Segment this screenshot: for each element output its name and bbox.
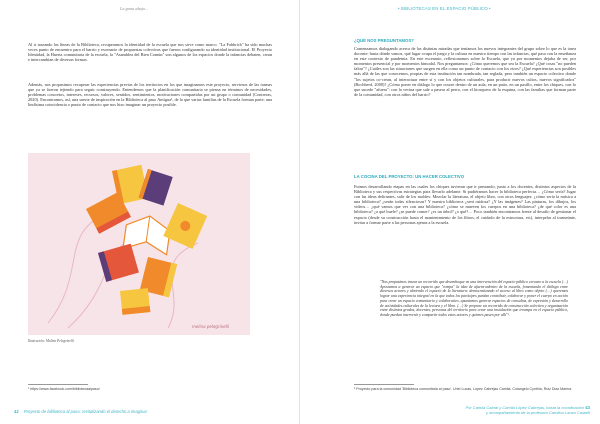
footnote-rule-left [28,384,88,385]
section-heading-kitchen: LA COCINA DEL PROYECTO: UN HACER COLECTIVO [354,174,465,179]
flying-books-drawing [28,153,250,335]
page-number-left: 42 [14,409,19,414]
section-text-questions: Comenzamos dialogando acerca de las distintas miradas que teníamos los nuevos integrantes del grupo sobre lo que es la tarea docente: hasta dónde vamos, qué lugar ocupa el juego y la cultura en nuestro tiempo con las infancias, qué pasa con la enseñanza en este contexto de pandemia. En este escenario, reflexionamos sobre la Escuela, que ya por momentos dejaba de ser, por momentos presencial y por momentos bimodal. Nos preguntamos: ¿Cómo queremos que sea la Escuela? ¿Qué cosas "no pueden faltar"? ¿Cuáles son las situaciones que surgen en ella como un punto de contacto con los otros? ¿Qué experiencias son posibles más allá de las que conocemos, propias de esta institución tan nombrada, tan reglada, pero también un espacio colectivo donde "los sujetos co-crean, al interactuar entre sí y con los objetos culturales, para producir nuevos cultos, nuevos significados" (Bochberd, 2000)? ¿Cómo poner en diálogo lo que ocurre dentro de un aula, en un patio, en un pasillo, entre los chiques, con lo que sucede "afuera": con la vecina que sale a pasear al perro, con el kiosquero de la esquina, con las familias que forman parte de la comunidad, con otros niños del barrio? [354,46,576,97]
illustration-caption: Ilustración: Melina Pelegrinelli [28,339,74,343]
running-head-left: La gesta abajo... [120,6,149,11]
running-head-right: • BIBLIOTECAS EN EL ESPACIO PÚBLICO • [398,6,491,11]
footnote-left: ¹ https://www.facebook.com/bibliotecaalpaso/ [28,387,100,391]
page-number-right: 43 [585,405,590,410]
footer-authors-line2: y acompañamiento de la profesora Carolina Lanza Castelli [486,410,590,415]
footer-right [390,405,590,415]
footer-authors-line1: Por Camila Cabral y Camila López Cabrejas, hasta la coordinación [465,405,584,410]
book-yellow-bottom [120,288,150,315]
footnote-rule-right [354,384,414,385]
illustration-signature: melina pelegrinelli [192,324,230,329]
footer-left [14,409,147,414]
illustration-flying-books [28,153,250,335]
right-page [300,0,600,424]
paragraph-1: Al ir trazando las líneas de la Biblioteca, recuperamos la identidad de la escuela que nos sirve como marco. "La Fabbrich" ha sido muchas veces punto de encuentro para el barrio y escenario de propuestas colectivas que fueron configurando su identidad institucional. El Proyecto Identidad, la Huerta comunitaria de la escuela, la "Asamblea del Bien Común" son algunos de los espacios donde la infancias debaten, crean e intercambian de diversas formas. [28,42,272,63]
paragraph-2: Además, nos propusimos recuperar las experiencias previas de los territorios en los que imaginamos este proyecto, servirnos de las tramas que ya se fueron tejiendo para seguir construyendo. Entendemos que la planificación comunitaria se piensa en términos de necesidades, problemas concretos, intereses, recursos, valores, sentidos, sentimientos, motivaciones compartidas por un grupo o comunidad (Contreras, 2020). Encontramos, así, una suerte de inspiración en la Biblioteca al paso Antigua¹, de la que varias familias de la Escuela forman parte; una lindísima coincidencia o punto de contacto que nos hizo imaginar un proyecto posible. [28,82,272,108]
book-yellow-right [163,203,207,249]
footnote-right: ² Proyecto para la comunidad 'Biblioteca comunitaria al paso'. Uriel Lucas, López Cabrejas Camila, Colangelo Cynthia, Ruiz Diaz Marina. [354,387,573,391]
section-text-kitchen: Fuimos desarrollando etapas en las cuales los chiques tuvieran que ir pensando, junto a los docentes, distintos aspectos de la Biblioteca y sus respectivas estrategias para llevarlo adelante. Si pudiéramos hacer la biblioteca perfecta… ¿Cómo sería? Jugar con las ideas delirantes, salir de los moldes: Mezclar la literatura, el objeto libro, con otros lenguajes: ¿cómo sería la música a una biblioteca? ¿serán todas silenciosas? Y nuestra biblioteca ¿será ruidosa? ¿Y las imágenes? Las pinturas, los dibujos, los videos… ¿qué vamos que ver con una biblioteca? ¿cómo se mueven los cuerpos en una biblioteca? ¿de qué color es una biblioteca? ¿a qué huele? ¿se puede comer? ¿es un árbol? ¿o qué?… Poco también encontramos frente al desafío de gestionar el espacio (desde su construcción hasta el mantenimiento de los libros, el cuidado de la estructura, etc), interpelar al transeúnte, invitar a formar parte a las personas ajenas a la escuela. [354,184,576,225]
footer-title-left: Proyecto de biblioteca al paso: revitalizando el derecho a imaginar [23,409,147,414]
project-quote: "Nos propusimos trazar un recorrido que desemboque en una intervención del espacio público cercano a la escuela (…) Apostamos a generar un espacio que "rompa" la idea de afuera-adentro de la escuela, fomentando el diálogo entre diversos actores y abriendo el espacio de la literatura: democratizando el acceso al libro como objeto (…) queremos lograr una experiencia integral en la que todos los participes puedan contribuir, colaborar y poner el cuerpo en acción para crear un espacio comunitario y colaborativo, apuntamos generar espacios de consultas, de expresión y desarrollo de actividades culturales de la lectura y el libro. (…) Se propone un recorrido de construcción colectiva y organización entre distintos grados, docentes, personas del territorio para crear una instalación que irrumpa en el espacio público, donde puedan intervenir y compartir todos estos actores y quienes pasen por allí"². [380,280,568,317]
book-purple-top [139,169,173,206]
section-heading-questions: ¿QUÉ NOS PREGUNTAMOS? [354,38,414,43]
